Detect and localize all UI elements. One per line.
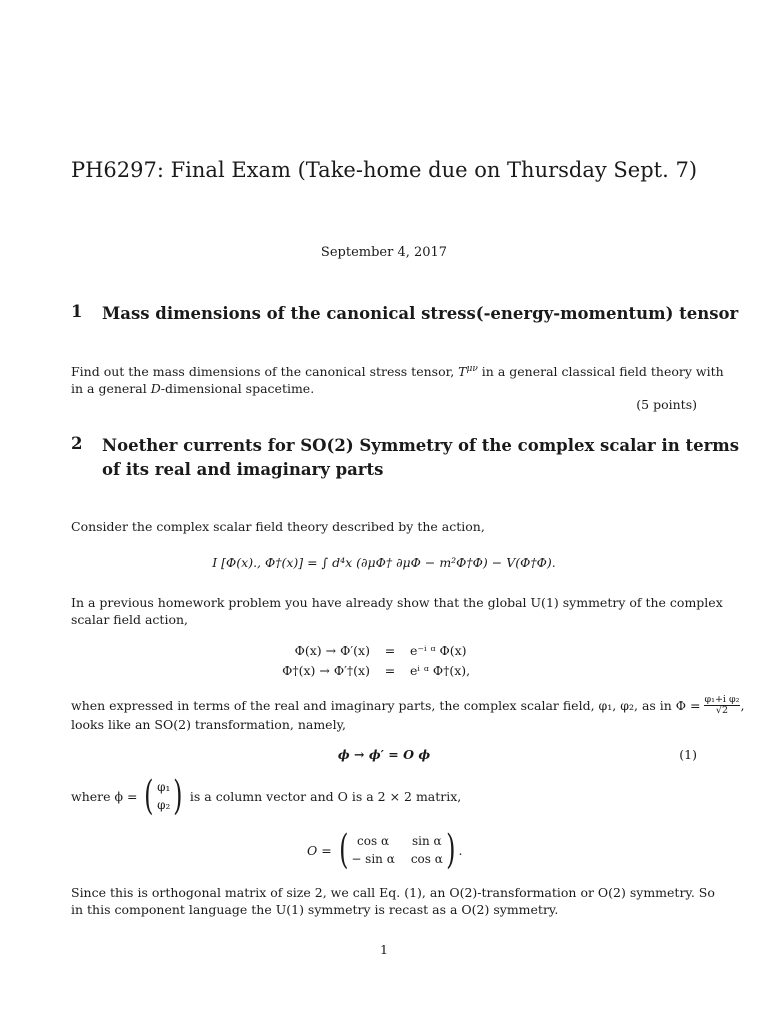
transform-row-1	[250, 641, 530, 661]
stress-tensor-symbol: T	[458, 364, 467, 380]
transform-row-2-rhs: eⁱ ᵅ Φ†(x),	[410, 663, 471, 678]
left-paren: (	[144, 773, 154, 819]
column-vector-line	[71, 774, 461, 818]
matrix-entry-11: cos α	[357, 834, 390, 848]
final-line-1: Since this is orthogonal matrix of size 2, we call Eq. (1), an O(2)-transformation or O(2) symmetry. So	[71, 885, 715, 900]
fraction-numerator: φ₁+i φ₂	[704, 694, 740, 705]
matrix-entry-22: cos α	[410, 852, 443, 866]
dimension-symbol: D	[150, 381, 161, 397]
where-suffix: is a column vector and O is a 2 × 2 matrix,	[189, 788, 462, 804]
transform-row-2-equals: =	[384, 663, 396, 678]
matrix-left-paren: (	[338, 827, 349, 873]
equation-1-label: (1)	[679, 747, 697, 762]
fraction-denominator: √2	[715, 705, 729, 716]
stress-tensor-indices: μν	[466, 364, 478, 374]
transform-row-2	[250, 661, 530, 681]
section-1-points: (5 points)	[636, 397, 697, 412]
matrix-right-paren: )	[445, 827, 456, 873]
section-2-intro: Consider the complex scalar field theory described by the action,	[71, 519, 485, 534]
document-title: PH6297: Final Exam (Take-home due on Thursday Sept. 7)	[70, 158, 698, 182]
section-1-paragraph	[71, 361, 724, 397]
section-1-text-b: in a general classical field theory with	[477, 364, 724, 380]
section-2-heading	[71, 434, 740, 479]
o-matrix-equation	[307, 828, 462, 872]
section-1-line-2	[71, 380, 699, 397]
section-1-text-d: -dimensional spacetime.	[160, 381, 315, 397]
matrix-entries	[351, 832, 443, 868]
vector-entries	[157, 778, 170, 814]
right-paren: )	[173, 773, 183, 819]
phi-fraction	[704, 695, 741, 716]
vector-bottom: φ₂	[157, 798, 171, 812]
real-imaginary-text: when expressed in terms of the real and imaginary parts, the complex scalar field, φ₁, φ₂, as in Φ =	[71, 698, 701, 713]
equation-1: ϕ → ϕ′ = O ϕ	[337, 747, 431, 762]
final-line-2: in this component language the U(1) symmetry is recast as a O(2) symmetry.	[71, 902, 559, 917]
final-paragraph	[71, 884, 715, 918]
real-imaginary-comma: ,	[740, 698, 745, 713]
page-number: 1	[380, 942, 388, 957]
real-imaginary-line-1	[71, 694, 745, 716]
transform-row-1-equals: =	[384, 643, 396, 658]
homework-line-1: In a previous homework problem you have already show that the global U(1) symmetry of the complex	[71, 595, 723, 610]
section-1-number: 1	[71, 302, 83, 321]
matrix-entry-12: sin α	[412, 834, 442, 848]
action-equation: I [Φ(x)., Φ†(x)] = ∫ d⁴x (∂μΦ† ∂μΦ − m²Φ†Φ) − V(Φ†Φ).	[212, 555, 556, 570]
matrix-lhs: O =	[307, 842, 332, 858]
vector-top: φ₁	[157, 780, 171, 794]
u1-transformation-equations	[250, 641, 530, 681]
matrix-period: .	[458, 842, 463, 858]
section-1-title: Mass dimensions of the canonical stress(-energy-momentum) tensor	[102, 304, 739, 323]
matrix-entry-21: − sin α	[351, 852, 395, 866]
section-2-title-line-1: Noether currents for SO(2) Symmetry of the complex scalar in terms	[102, 436, 740, 455]
homework-line-2: scalar field action,	[71, 612, 188, 627]
rotation-matrix	[336, 827, 459, 873]
section-1-line-1	[71, 361, 724, 380]
section-1-heading	[71, 302, 739, 323]
section-2-title	[102, 434, 740, 482]
transform-row-2-lhs: Φ†(x) → Φ′†(x)	[282, 663, 370, 678]
section-1-text-a: Find out the mass dimensions of the canonical stress tensor,	[71, 364, 459, 380]
document-date: September 4, 2017	[320, 245, 448, 260]
homework-paragraph	[71, 594, 723, 628]
transform-row-1-rhs: e⁻ⁱ ᵅ Φ(x)	[410, 643, 467, 658]
where-prefix: where ϕ =	[71, 788, 138, 804]
section-2-number: 2	[71, 434, 83, 453]
real-imaginary-line-2: looks like an SO(2) transformation, namely,	[71, 717, 346, 732]
transform-row-1-lhs: Φ(x) → Φ′(x)	[294, 643, 370, 658]
section-2-title-line-2: of its real and imaginary parts	[102, 460, 384, 479]
section-1-text-c: in a general	[71, 381, 151, 397]
phi-column-vector	[141, 773, 185, 819]
real-imaginary-paragraph	[71, 694, 745, 733]
